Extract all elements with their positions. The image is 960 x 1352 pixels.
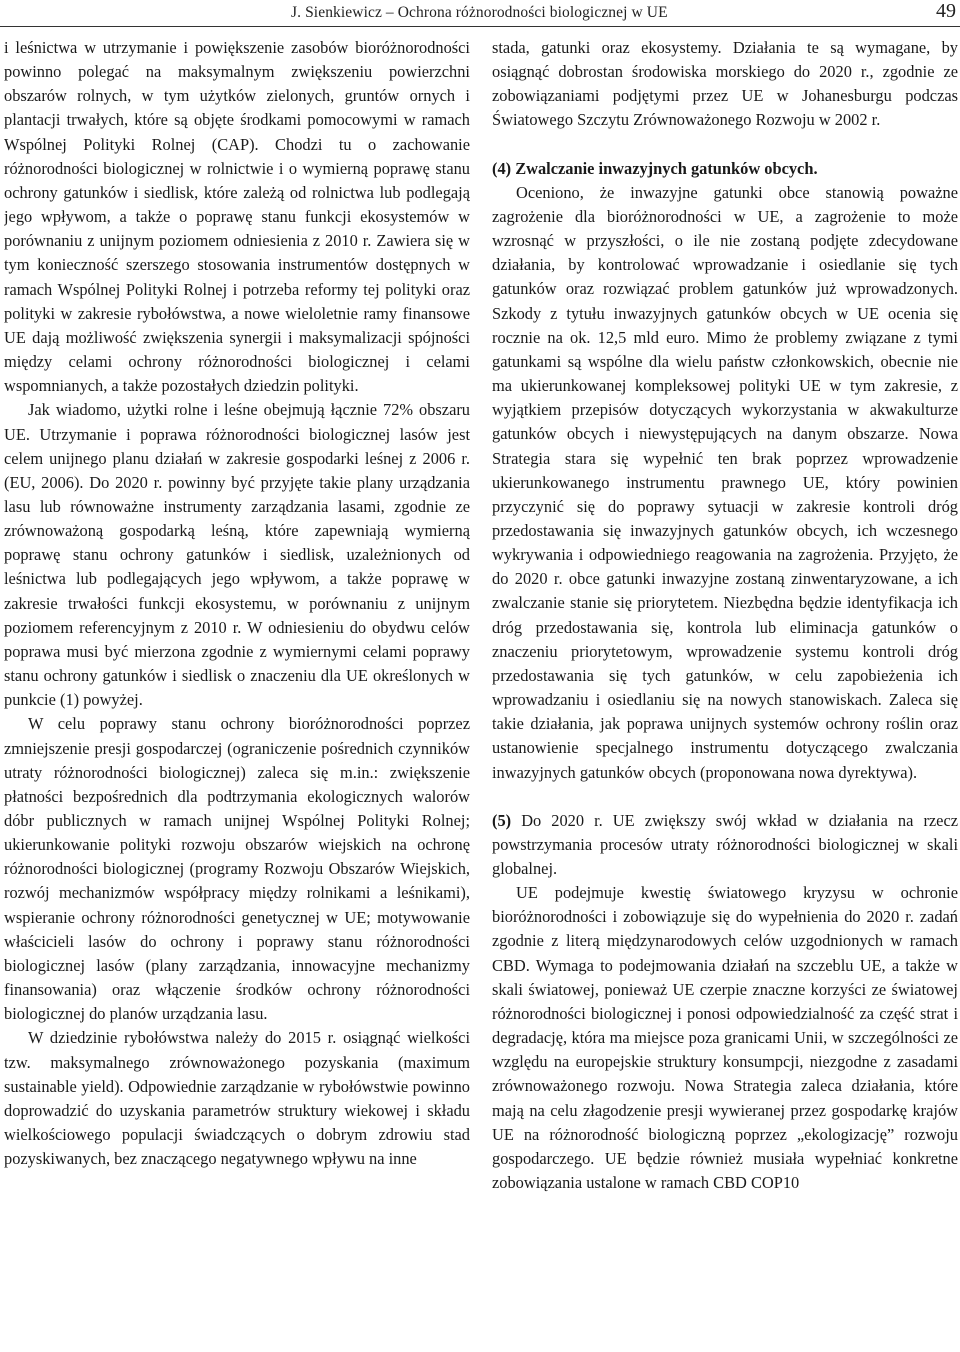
paragraph: Oceniono, że inwazyjne gatunki obce stanowią poważne zagrożenie dla bioróżnorodności w UE, a zagrożenie to może wzrosnąć w przyszłości, o ile nie zostaną podjęte zdecydowane działania, by kontrolować wprowadzanie i osiedlanie się tych gatunków oraz rozwiązać problem gatunków już wprowadzonych. Szkody z tytułu inwazyjnych gatunków obcych w UE ocenia się rocznie na ok. 12,5 mld euro. Mimo że problemy związane z tymi gatunkami są wspólne dla wielu państw członkowskich, obecnie nie ma ukierunkowanej kompleksowej polityki UE w tym zakresie, z wyjątkiem przepisów dotyczących wykorzystania w akwakulturze gatunków obcych i niewystępujących na danym obszarze. Nowa Strategia stara się wypełnić ten brak poprzez wprowadzenie ukierunkowanego instrumentu prawnego UE, który powinien przyczynić się do poprawy sytuacji w zakresie kontroli dróg przedostawania się inwazyjnych gatunków obcych, ich wczesnego wykrywania i odpowiedniego reagowania na zagrożenia. Przyjęto, że do 2020 r. obce gatunki inwazyjne zostaną zinwentaryzowane, a ich zwalczanie stanie się priorytetem. Niezbędna będzie identyfikacja ich dróg przedostawania się, kontrola lub eliminacja gatunków o znaczeniu priorytetowym, wprowadzenie systemu kontroli dróg przedostawania się tych gatunków, w celu zapobieżenia ich wprowadzaniu i osiedlaniu się na nowych stanowiskach. Zaleca się takie działania, jak poprawa unijnych systemów ochrony roślin oraz ustanowienie specjalnego instrumentu dotyczącego zwalczania inwazyjnych gatunków obcych (proponowana nowa dyrektywa). [492,182,958,782]
running-header [0,0,960,30]
right-column [492,36,958,1348]
paragraph: i leśnictwa w utrzymanie i powiększenie zasobów bioróżnorodności powinno polegać na maksymalnym zwiększeniu powierzchni obszarów rolnych, w tym użytków zielonych, gruntów ornych i plantacji trwałych, które są objęte środkami pomocowymi w ramach Wspólnej Polityki Rolnej (CAP). Chodzi tu o zachowanie różnorodności biologicznej w rolnictwie i o wymierną poprawę stanu ochrony gatunków i siedlisk, które zależą od rolnictwa lub podlegają jego wpływom, a także o poprawę stanu funkcji ekosystemów w porównaniu z unijnym poziomem odniesienia z 2010 r. Zawiera się w tym konieczność szerszego stosowania instrumentów dostępnych w ramach Wspólnej Polityki Rolnej i potrzeba reformy tej polityki oraz polityki w zakresie rybołówstwa, a nowe wieloletnie ramy finansowe UE dają możliwość zwiększenia synergii i maksymalizacji spójności między celami ochrony różnorodności biologicznej i celami wspomnianych, a także pozostałych dziedzin polityki. [4,38,470,396]
header-rule [0,26,960,27]
paragraph: W celu poprawy stanu ochrony bioróżnorodności poprzez zmniejszenie presji gospodarczej (ograniczenie pośrednich czynników utraty różnorodności biologicznej) zaleca się m.in.: zwiększenie płatności bezpośrednich dla podtrzymania ekologicznych walorów dóbr publicznych w ramach unijnej Wspólnej Polityki Rolnej; ukierunkowanie polityki rozwoju obszarów wiejskich na ochronę różnorodności biologicznej (programy Rozwoju Obszarów Wiejskich, rozwój mechanizmów współpracy między rolnikami a leśnikami), wspieranie ochrony różnorodności genetycznej w UE; motywowanie właścicieli lasów do ochrony i poprawy stanu różnorodności biologicznej lasów (plany zarządzania, innowacyjne mechanizmy finansowania) oraz włączenie środków ochrony różnorodności biologicznej do planów urządzania lasu. [4,714,470,1024]
section-heading-text: Do 2020 r. UE zwiększy swój wkład w działania na rzecz powstrzymania procesów utraty różnorodności biologicznej w skali globalnej. [492,810,958,878]
paragraph: stada, gatunki oraz ekosystemy. Działania te są wymagane, by osiągnąć dobrostan środowiska morskiego do 2020 r., zgodnie ze zobowiązaniami podjętymi przez UE w Johanesburgu podczas Światowego Szczytu Zrównoważonego Rozwoju w 2002 r. [492,38,958,130]
section-heading: (4) Zwalczanie inwazyjnych gatunków obcych. [492,158,818,178]
section-number: (5) [492,810,512,830]
left-column [4,36,470,1348]
paragraph: UE podejmuje kwestię światowego kryzysu w ochronie bioróżnorodności i zobowiązuje się do wypełnienia do 2020 r. zadań zgodnie z literą międzynarodowych celów uzgodnionych w ramach CBD. Wymaga to podejmowania działań na szczeblu UE, a także w skali światowej, ponieważ UE czerpie znaczne korzyści ze światowej różnorodności biologicznej i ponosi odpowiedzialność za część strat i degradację, która ma miejsce poza granicami Unii, w szczególności ze względu na europejskie struktury konsumpcji, niezgodne z zasadami zrównoważonego rozwoju. Nowa Strategia zaleca działania, które mają na celu złagodzenie presji wywieranej przez gospodarkę krajów UE na różnorodność biologiczną poprzez „ekologizację” rozwoju gospodarczego. UE będzie również musiała wypełniać konkretne zobowiązania ustalone w ramach CBD COP10 [492,883,958,1193]
paragraph: W dziedzinie rybołówstwa należy do 2015 r. osiągnąć wielkości tzw. maksymalnego zrównoważonego pozyskania (maximum sustainable yield). Odpowiednie zarządzanie w rybołówstwie powinno doprowadzić do uzyskania parametrów struktury wiekowej i składu wielkościowego populacji świadczących o dobrym zdrowiu stad pozyskiwanych, bez znaczącego negatywnego wpływu na inne [4,1028,470,1169]
running-head-title: J. Sienkiewicz – Ochrona różnorodności biologicznej w UE [291,4,668,21]
paragraph: Jak wiadomo, użytki rolne i leśne obejmują łącznie 72% obszaru UE. Utrzymanie i poprawa różnorodności biologicznej lasów jest celem unijnego planu działań w zakresie gospodarki leśnej z 2006 r. (EU, 2006). Do 2020 r. powinny być przyjęte takie plany urządzania lasu lub równoważne instrumenty zarządzania lasami, zgodnie ze zrównoważoną gospodarką leśną, które zapewniają wymierną poprawę stanu ochrony gatunków i siedlisk, uzależnionych od leśnictwa lub podlegających jego wpływom, a także poprawę w zakresie trwałości funkcji ekosystemu, w porównaniu z unijnym poziomem referencyjnym z 2010 r. W odniesieniu do obydwu celów poprawa musi być mierzona zgodnie z wymiernymi celami poprawy stanu ochrony gatunków i siedlisk o znaczeniu dla UE określonych w punkcie (1) powyżej. [4,400,470,710]
page-number: 49 [936,0,956,22]
section-heading [492,809,958,881]
